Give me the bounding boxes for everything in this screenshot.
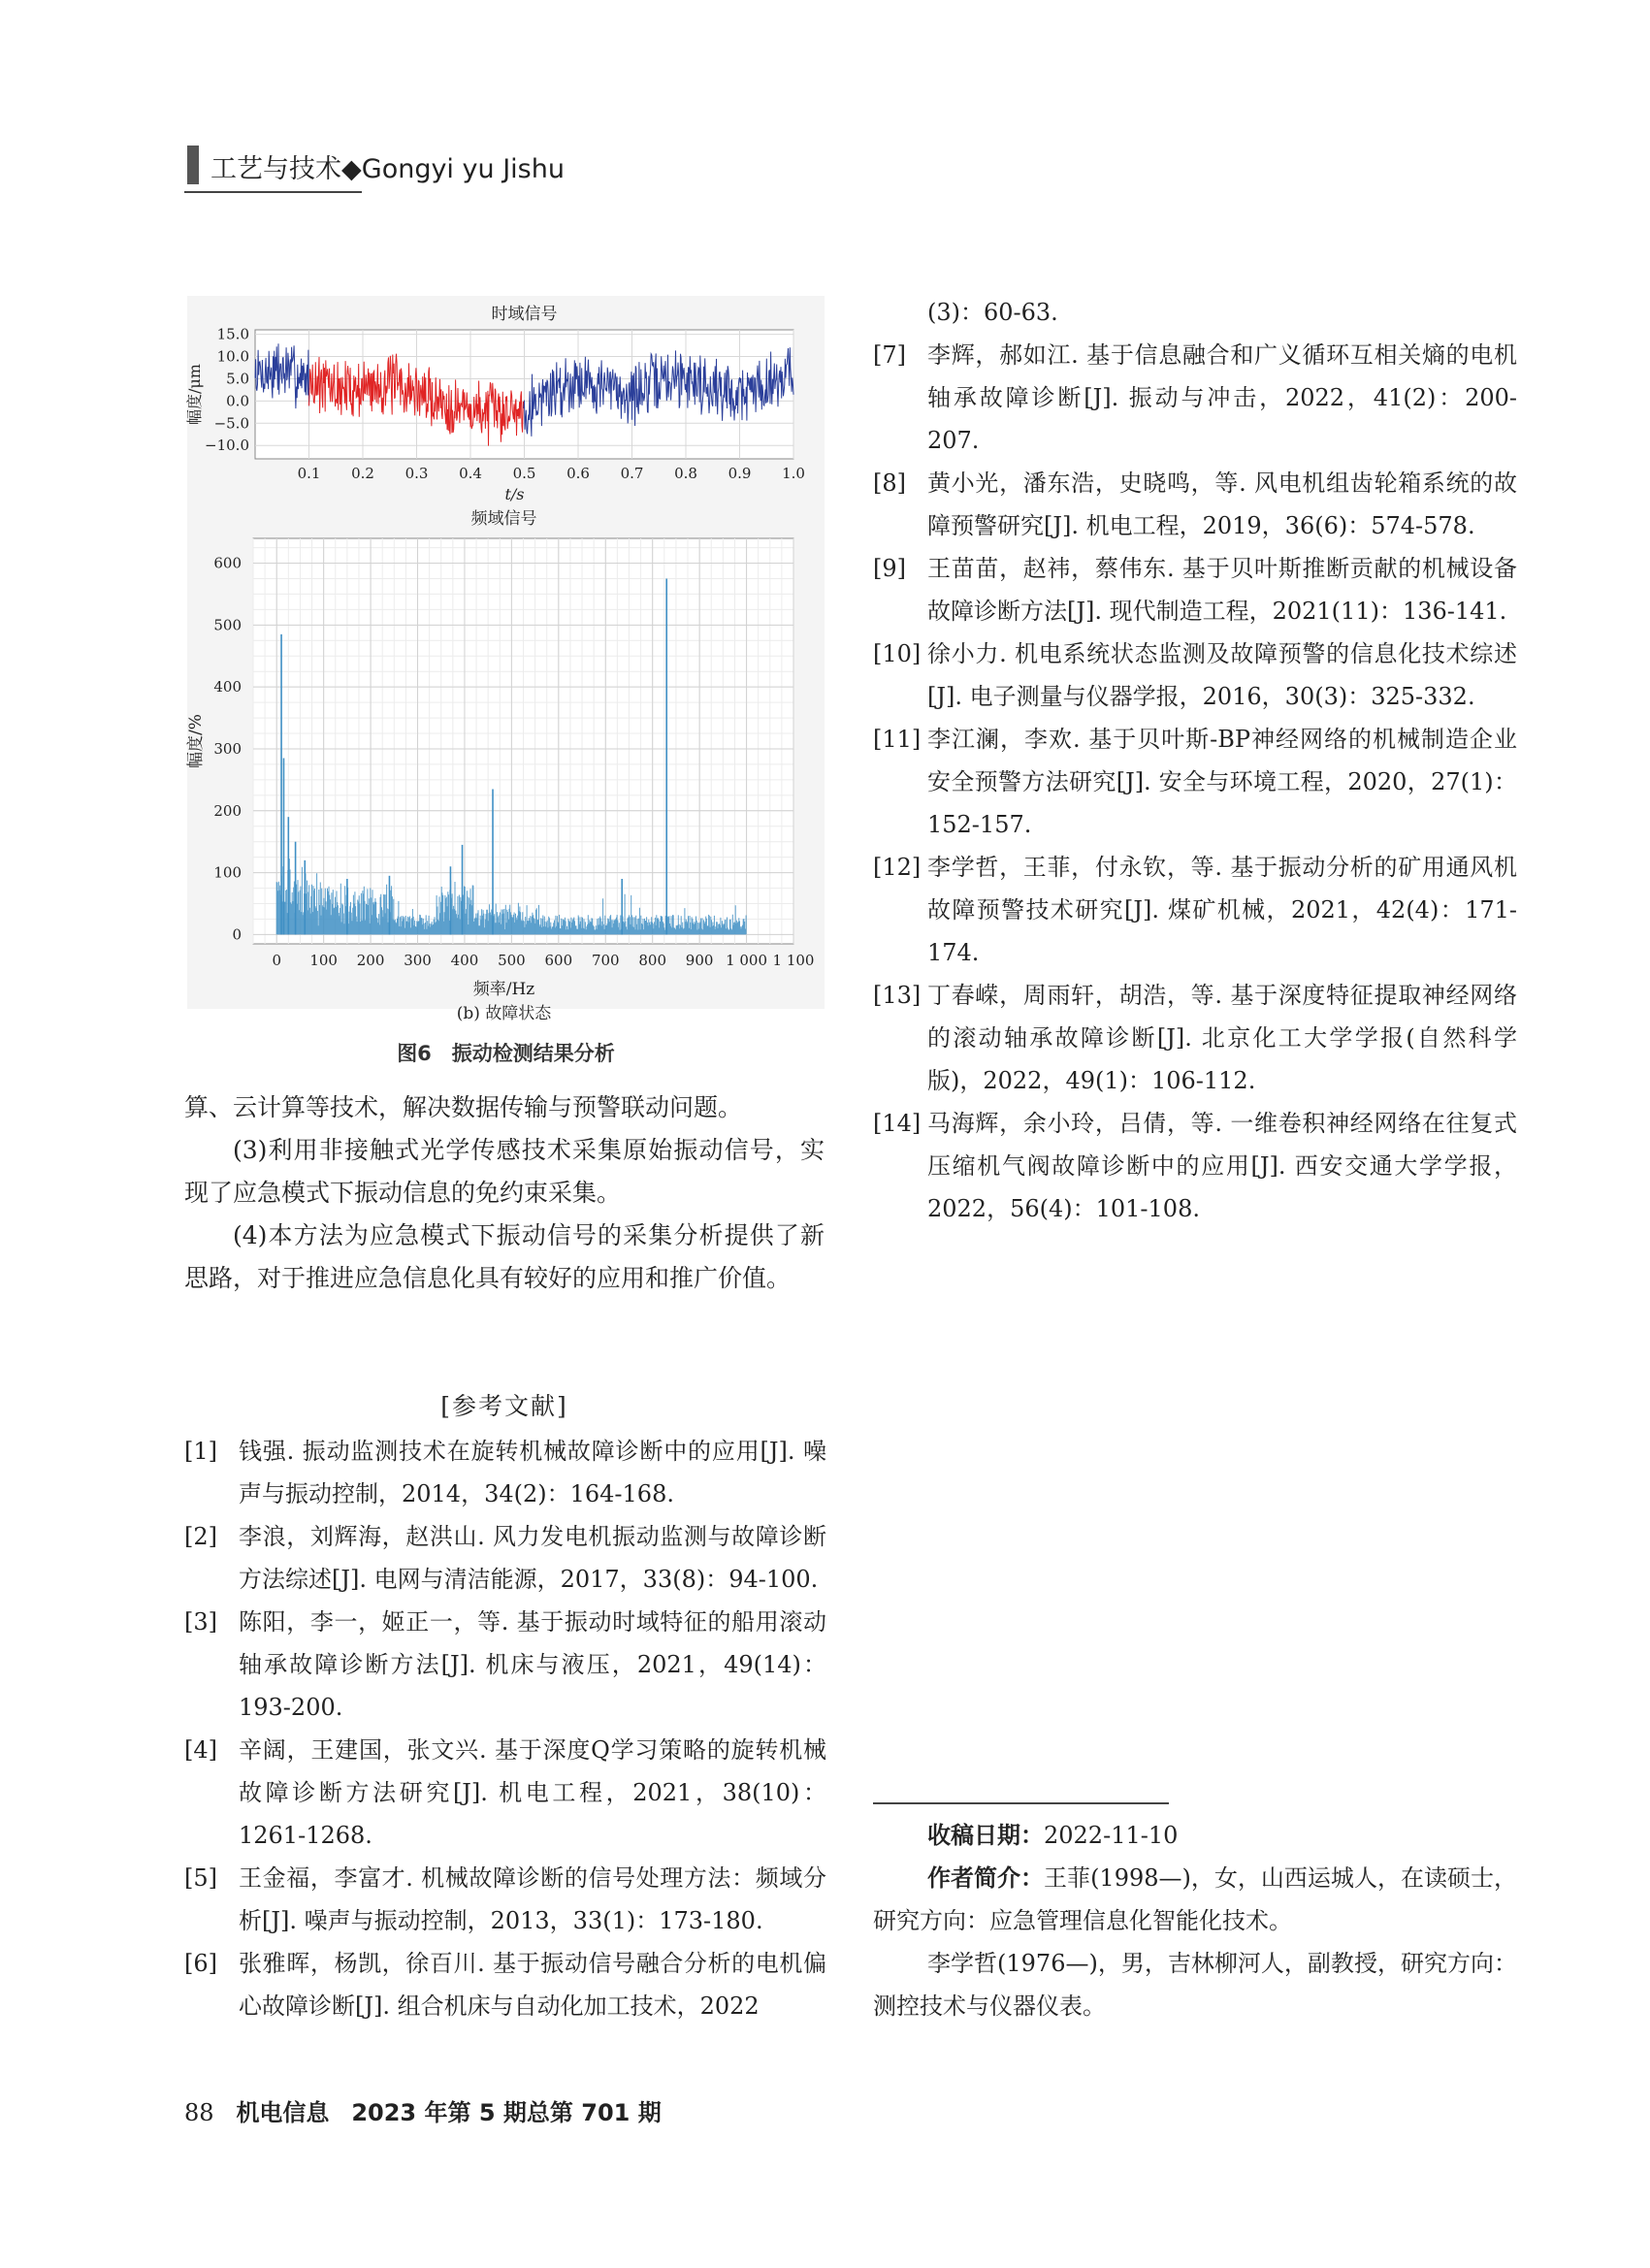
- time-x-tick-label: 0.8: [674, 465, 697, 482]
- time-x-tick-label: 1.0: [782, 465, 805, 482]
- reference-item: [873, 718, 1517, 846]
- freq-x-tick-label: 100: [309, 952, 338, 969]
- author-label: 作者简介：: [927, 1864, 1045, 1892]
- reference-item: [184, 1857, 826, 1942]
- reference-item: [873, 462, 1517, 547]
- reference-item: [873, 632, 1517, 718]
- freq-x-tick-label: 400: [450, 952, 479, 969]
- freq-y-tick-label: 300: [213, 739, 242, 758]
- freq-y-tick-label: 200: [213, 801, 242, 820]
- time-y-tick-label: −10.0: [205, 437, 249, 455]
- article-meta: [873, 1814, 1517, 2027]
- reference-number: [10]: [873, 640, 922, 667]
- reference-text: 徐小力. 机电系统状态监测及故障预警的信息化技术综述[J]. 电子测量与仪器学报，2016，30(3)：325-332.: [927, 640, 1517, 710]
- references-left: [184, 1430, 826, 2027]
- reference-text: 钱强. 振动监测技术在旋转机械故障诊断中的应用[J]. 噪声与振动控制，2014，34(2)：164-168.: [239, 1438, 826, 1507]
- reference-text: 李江澜，李欢. 基于贝叶斯-BP神经网络的机械制造企业安全预警方法研究[J]. 安全与环境工程，2020，27(1)：152-157.: [927, 726, 1517, 838]
- references-right: [873, 291, 1517, 1230]
- reference-text: 王金福，李富才. 机械故障诊断的信号处理方法：频域分析[J]. 噪声与振动控制，2013，33(1)：173-180.: [239, 1864, 826, 1934]
- freq-y-tick-label: 500: [213, 616, 242, 634]
- reference-number: [8]: [873, 470, 906, 497]
- reference-text: 王苗苗，赵祎，蔡伟东. 基于贝叶斯推断贡献的机械设备故障诊断方法[J]. 现代制造工程，2021(11)：136-141.: [927, 555, 1517, 625]
- figure-subcaption: (b) 故障状态: [456, 1004, 552, 1023]
- freq-chart-title: 频域信号: [470, 509, 537, 529]
- reference-number: [11]: [873, 726, 922, 753]
- time-y-tick-label: 15.0: [216, 325, 249, 343]
- freq-x-tick-label: 0: [272, 952, 281, 969]
- time-x-tick-label: 0.9: [728, 465, 752, 482]
- time-y-axis-label: 幅度/μm: [185, 364, 204, 425]
- figure-6: [185, 296, 825, 1023]
- freq-x-tick-label: 300: [404, 952, 432, 969]
- reference-number: [5]: [184, 1864, 217, 1892]
- conclusion-text: [184, 1086, 825, 1300]
- time-x-tick-label: 0.2: [351, 465, 374, 482]
- freq-y-tick-label: 600: [213, 554, 242, 572]
- freq-x-tick-label: 700: [591, 952, 620, 969]
- running-header: [210, 147, 565, 185]
- freq-y-tick-label: 0: [232, 925, 242, 944]
- author-intro: 李学哲(1976—)，男，吉林柳河人，副教授，研究方向：测控技术与仪器仪表。: [873, 1950, 1517, 2020]
- diamond-icon: ◆: [341, 154, 362, 184]
- reference-number: [12]: [873, 854, 922, 881]
- received-value: 2022-11-10: [1044, 1822, 1179, 1849]
- reference-text: 马海辉，余小玲，吕倩，等. 一维卷积神经网络在往复式压缩机气阀故障诊断中的应用[J]. 西安交通大学学报，2022，56(4)：101-108.: [927, 1110, 1517, 1222]
- header-bar: [187, 146, 199, 184]
- reference-item: [873, 547, 1517, 632]
- time-chart-title: 时域信号: [491, 305, 558, 324]
- reference-item: [184, 1430, 826, 1515]
- section-title-cn: 工艺与技术: [210, 154, 341, 184]
- references-title: [参考文献]: [440, 1392, 568, 1420]
- reference-item: [184, 1942, 826, 2027]
- page-footer: [184, 2093, 662, 2127]
- figure-svg: [185, 296, 825, 1023]
- reference-item: [184, 1729, 826, 1857]
- reference-text: 辛阔，王建国，张文兴. 基于深度Q学习策略的旋转机械故障诊断方法研究[J]. 机电工程，2021，38(10)：1261-1268.: [239, 1736, 826, 1849]
- freq-x-tick-label: 600: [544, 952, 573, 969]
- reference-item: [873, 974, 1517, 1102]
- reference-text: 李辉，郝如江. 基于信息融合和广义循环互相关熵的电机轴承故障诊断[J]. 振动与冲击，2022，41(2)：200-207.: [927, 341, 1517, 454]
- header-underline: [184, 191, 362, 193]
- meta-divider: [873, 1802, 1169, 1804]
- time-x-tick-label: 0.3: [404, 465, 429, 482]
- reference-number: [7]: [873, 341, 906, 369]
- freq-x-tick-label: 1 100: [772, 952, 815, 969]
- time-x-tick-label: 0.1: [297, 465, 321, 482]
- body-paragraph: 算、云计算等技术，解决数据传输与预警联动问题。: [184, 1093, 743, 1121]
- reference-number: [13]: [873, 982, 922, 1009]
- freq-x-tick-label: 800: [638, 952, 667, 969]
- freq-x-tick-label: 900: [685, 952, 714, 969]
- reference-text: 黄小光，潘东浩，史晓鸣，等. 风电机组齿轮箱系统的故障预警研究[J]. 机电工程，2019，36(6)：574-578.: [927, 470, 1517, 539]
- reference-text: 李学哲，王菲，付永钦，等. 基于振动分析的矿用通风机故障预警技术研究[J]. 煤矿机械，2021，42(4)：171-174.: [927, 854, 1517, 966]
- reference-text: 张雅晖，杨凯，徐百川. 基于振动信号融合分析的电机偏心故障诊断[J]. 组合机床与自动化加工技术，2022: [239, 1950, 826, 2020]
- freq-x-tick-label: 500: [498, 952, 526, 969]
- issue-info: 2023 年第 5 期总第 701 期: [351, 2099, 662, 2126]
- received-date: [873, 1814, 1517, 1857]
- reference-text: 丁春嵘，周雨轩，胡浩，等. 基于深度特征提取神经网络的滚动轴承故障诊断[J]. 北京化工大学学报(自然科学版)，2022，49(1)：106-112.: [927, 982, 1517, 1094]
- reference-number: [2]: [184, 1523, 217, 1550]
- freq-x-tick-label: 1 000: [726, 952, 768, 969]
- reference-number: [14]: [873, 1110, 922, 1137]
- reference-item: [873, 846, 1517, 974]
- time-y-tick-label: 5.0: [226, 370, 249, 388]
- time-x-tick-label: 0.5: [512, 465, 536, 482]
- time-x-tick-label: 0.6: [566, 465, 590, 482]
- time-x-axis-label: t/s: [504, 485, 525, 503]
- figure-caption: 图6 振动检测结果分析: [397, 1042, 615, 1065]
- reference-text: 陈阳，李一，姬正一，等. 基于振动时域特征的船用滚动轴承故障诊断方法[J]. 机床与液压，2021，49(14)：193-200.: [239, 1608, 826, 1721]
- reference-number: [1]: [184, 1438, 217, 1465]
- reference-number: [6]: [184, 1950, 217, 1977]
- reference-number: [4]: [184, 1736, 217, 1764]
- body-paragraph: (3)利用非接触式光学传感技术采集原始振动信号，实现了应急模式下振动信息的免约束采集。: [184, 1136, 825, 1207]
- reference-number: [9]: [873, 555, 906, 582]
- page-number: 88: [184, 2099, 214, 2126]
- reference-item: [873, 1102, 1517, 1230]
- time-x-tick-label: 0.7: [620, 465, 644, 482]
- reference-item: [873, 334, 1517, 462]
- journal-name: 机电信息: [236, 2099, 330, 2126]
- reference-continuation: (3)：60-63.: [927, 299, 1058, 326]
- time-y-tick-label: −5.0: [213, 414, 249, 433]
- author-intro: [873, 1857, 1517, 1942]
- author-1: 王菲(1998—)，女，山西运城人，在读硕士，研究方向：应急管理信息化智能化技术。: [873, 1864, 1517, 1934]
- freq-y-axis-label: 幅度/%: [186, 714, 206, 768]
- freq-y-tick-label: 400: [213, 678, 242, 697]
- reference-item: [184, 1515, 826, 1601]
- freq-y-tick-label: 100: [213, 863, 242, 882]
- reference-item: [184, 1601, 826, 1729]
- freq-x-axis-label: 频率/Hz: [472, 980, 535, 999]
- reference-number: [3]: [184, 1608, 217, 1636]
- reference-text: 李浪，刘辉海，赵洪山. 风力发电机振动监测与故障诊断方法综述[J]. 电网与清洁能源，2017，33(8)：94-100.: [239, 1523, 826, 1593]
- body-paragraph: (4)本方法为应急模式下振动信号的采集分析提供了新思路，对于推进应急信息化具有较好的应用和推广价值。: [184, 1221, 825, 1292]
- received-label: 收稿日期：: [927, 1822, 1044, 1849]
- time-y-tick-label: 0.0: [226, 392, 249, 410]
- time-y-tick-label: 10.0: [216, 347, 249, 366]
- freq-x-tick-label: 200: [356, 952, 385, 969]
- time-x-tick-label: 0.4: [459, 465, 482, 482]
- section-title-pinyin: Gongyi yu Jishu: [361, 154, 565, 184]
